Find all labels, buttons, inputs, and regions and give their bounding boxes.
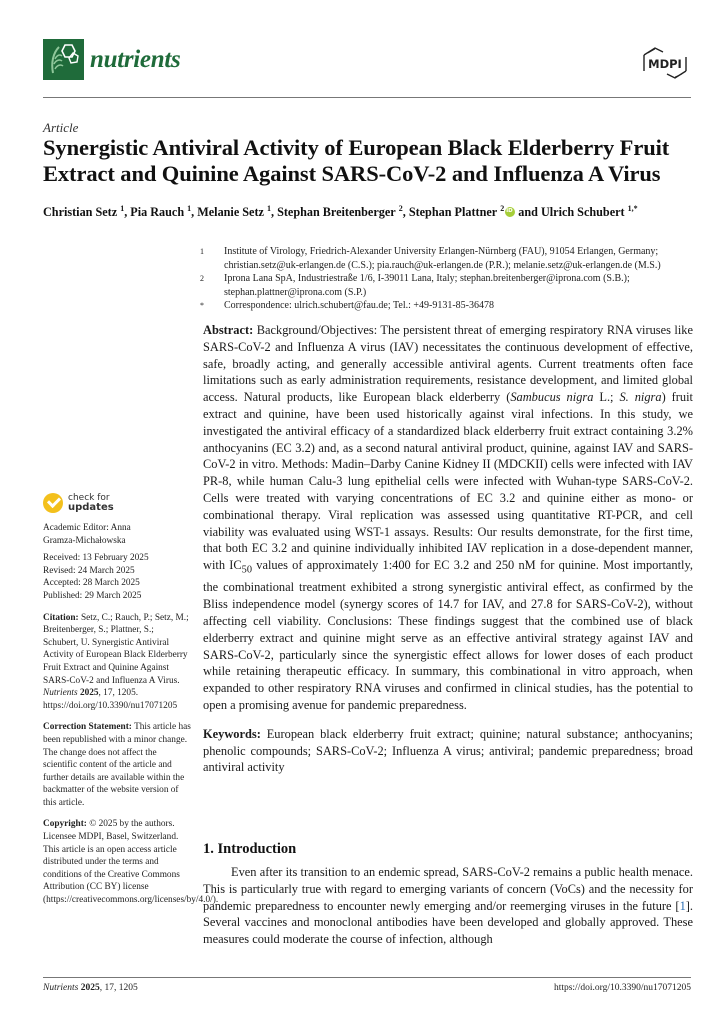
author-name[interactable]: Ulrich Schubert — [540, 205, 625, 220]
revised-date: Revised: 24 March 2025 — [43, 565, 135, 576]
accepted-date: Accepted: 28 March 2025 — [43, 578, 140, 589]
introduction-paragraph: Even after its transition to an endemic spread, SARS-CoV-2 remains a public health menace. This is particularly true with regard to emerging variants of concern (VoCs) and the necessity for pandemic preparedness to encounter newly emerging and/or reemerging viruses in the future [1]. Several vaccines and monoclonal antibodies have been developed and globally approved. These measures could moderate the course of infection, although — [203, 865, 693, 947]
correction-statement: Correction Statement: This article has been republished with a minor change. The change does not affect the scientific content of the article and further details are available within the backmatter of the website version of this article. — [43, 722, 191, 808]
affiliation-item: 1 Institute of Virology, Friedrich-Alexander University Erlangen-Nürnberg (FAU), 91054 Erlangen, Germany; christian.setz@uk-erlangen.de (C.S.); pia.rauch@uk-erlangen.de (P.R.); melanie.setz@uk-erlangen.de (M.S.) — [200, 246, 661, 271]
citation-doi-link[interactable]: , 17, 1205. https://doi.org/10.3390/nu17071205 — [43, 688, 178, 711]
author-name[interactable]: Christian Setz — [43, 205, 118, 220]
main-content — [203, 322, 693, 776]
reference-link[interactable]: 1 — [679, 898, 686, 913]
mdpi-logo[interactable] — [641, 43, 689, 83]
footer-citation: Nutrients 2025, 17, 1205 — [43, 983, 138, 993]
article-title: Synergistic Antiviral Activity of European Black Elderberry Fruit Extract and Quinine Against SARS-CoV-2 and Influenza A Virus — [43, 135, 670, 186]
author-name[interactable]: Stephan Plattner — [408, 205, 498, 220]
checkmark-icon — [43, 493, 63, 513]
author-list: Christian Setz $^1$, Pia Rauch $^1$, Melanie Setz $^1$, Stephan Breitenberger $^2$, Stephan Plattner $^2$ iD and Ulrich Schubert $^{1,*}$ — [43, 204, 703, 220]
academic-editor: Academic Editor: Anna Gramza-Michałowska — [43, 523, 131, 546]
section-heading-introduction: 1. Introduction — [203, 841, 297, 857]
license-text[interactable]: © 2025 by the authors. Licensee MDPI, Basel, Switzerland. This article is an open access article distributed under the terms and conditions of the Creative Commons Attribution (CC BY) license (https://creativecommons.org/licenses/by/4.0/). — [43, 819, 219, 906]
received-date: Received: 13 February 2025 — [43, 553, 149, 564]
page-header — [43, 37, 691, 87]
published-date: Published: 29 March 2025 — [43, 590, 142, 601]
check-for-updates-button[interactable]: check for updates — [43, 490, 191, 516]
journal-logo[interactable] — [43, 39, 180, 80]
orcid-icon[interactable] — [505, 207, 515, 217]
copyright-notice: Copyright: © 2025 by the authors. Licensee MDPI, Basel, Switzerland. This article is an open access article distributed under the terms and conditions of the Creative Commons Attribution (CC BY) license (https://creativecommons.org/licenses/by/4.0/). — [43, 819, 219, 906]
footer-doi-link[interactable]: https://doi.org/10.3390/nu17071205 — [553, 983, 691, 993]
affiliations — [200, 245, 695, 313]
correspondence: * Correspondence: ulrich.schubert@fau.de; Tel.: +49-9131-85-36478 — [200, 300, 495, 311]
abstract: Abstract: Background/Objectives: The persistent threat of emerging respiratory RNA viruses like SARS-CoV-2 and Influenza A virus (IAV) necessitates the continuous development of effective, safe, broadly acting, and generally accessible antiviral agents. Current treatments often face limitations such as early administration requirements, resistance development, and limited global access. Natural products, like European black elderberry (Sambucus nigra L.; S. nigra) fruit extract and quinine, have been used historically against viral infections. In this study, we investigated the antiviral efficacy of a standardized black elderberry fruit extract containing 3.2% anthocyanins (EC 3.2) and, as a second natural antiviral product, quinine, against IAV and SARS-CoV-2 in vitro. Methods: Madin–Darby Canine Kidney II (MDCKII) cells were infected with IAV PR-8, while human Calu-3 lung epithelial cells were infected with Wuhan-type SARS-CoV-2. Cells were treated with varying concentrations of EC 3.2 and quinine either as mono- or combinational therapy. Viral replication was assessed using quantitative RT-PCR, and cell viability was evaluated using WST-1 assays. Results: Our results demonstrate, for the first time, that both EC 3.2 and quinine individually inhibited IAV replication in a dose-dependent manner, with $IC_{50}$ values of approximately 1:400 for EC 3.2 and 250 nM for quinine. Most importantly, the combinational treatment exhibited a strong synergistic antiviral effect, as confirmed by the Bliss independence model (synergy scores of 14.7 for IAV, and 27.8 for SARS-CoV-2), without affecting cell viability. Conclusions: These findings suggest that the combined use of black elderberry extract and quinine might serve as an effective antiviral strategy against IAV and SARS-CoV-2, particularly since the synergistic effect allows for lower doses of each product while retaining therapeutic efficacy. In summary, this combinational in vitro approach, when expanded to other respiratory RNA viruses and confirmed in clinical studies, has the potential to open a promising avenue for pandemic preparedness. — [203, 323, 693, 712]
affiliation-item: 2 Iprona Lana SpA, Industriestraße 1/6, I-39011 Lana, Italy; stephan.breitenberger@iprona.com (S.B.); stephan.plattner@iprona.com (S.P.) — [200, 273, 630, 298]
journal-name: nutrients — [90, 45, 181, 73]
header-divider — [43, 97, 691, 98]
author-name[interactable]: Melanie Setz — [197, 205, 264, 220]
keywords: Keywords: European black elderberry fruit extract; quinine; natural substance; anthocyanins; phenolic compounds; SARS-CoV-2; Influenza A virus; antiviral; pandemic preparedness; broad antiviral activity — [203, 726, 693, 775]
article-info-sidebar — [43, 490, 219, 912]
publication-dates — [43, 552, 191, 602]
author-name[interactable]: Pia Rauch — [130, 205, 185, 220]
page-footer — [43, 983, 691, 993]
nutrients-logo-icon — [43, 39, 84, 80]
svg-text:MDPI: MDPI — [648, 57, 682, 71]
author-name[interactable]: Stephan Breitenberger — [277, 205, 396, 220]
footer-divider — [43, 977, 691, 978]
citation: Citation: Setz, C.; Rauch, P.; Setz, M.; Breitenberger, S.; Plattner, S.; Schubert, U. Synergistic Antiviral Activity of European Black Elderberry Fruit Extract and Quinine Against SARS-CoV-2 and Influenza A Virus. Nutrients 2025, 17, 1205. https://doi.org/10.3390/nu17071205 — [43, 612, 189, 711]
article-type: Article — [43, 120, 79, 135]
